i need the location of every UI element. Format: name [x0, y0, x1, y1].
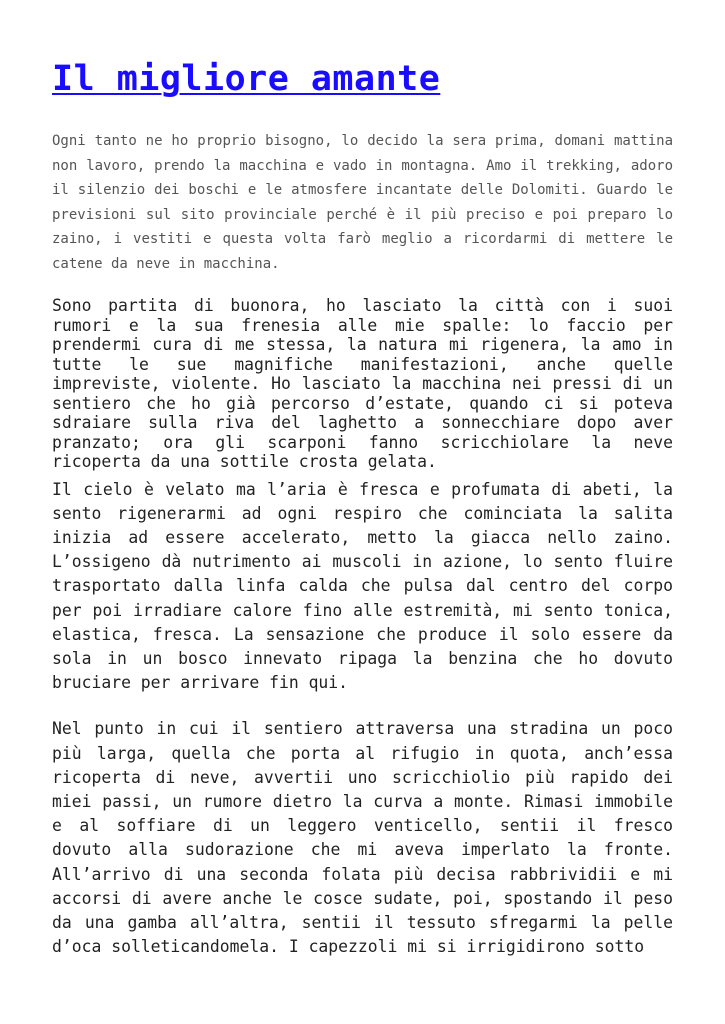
- article-excerpt: Ogni tanto ne ho proprio bisogno, lo decido la sera prima, domani mattina non lavoro, prendo la macchina e vado in montagna. Amo il trekking, adoro il silenzio dei boschi e le atmosfere incantate delle Dolomiti. Guardo le previsioni sul sito provinciale perché è il più preciso e poi preparo lo zaino, i vestiti e questa volta farò meglio a ricordarmi di mettere le catene da neve in macchina.: [52, 133, 673, 272]
- article-paragraph-3: Nel punto in cui il sentiero attraversa una stradina un poco più larga, quella che porta al rifugio in quota, anch’essa ricoperta di neve, avvertii uno scricchiolio più rapido dei miei passi, un rumore dietro la curva a monte. Rimasi immobile e al soffiare di un leggero venticello, sentii il fresco dovuto alla sudorazione che mi aveva imperlato la fronte. All’arrivo di una seconda folata più decisa rabbrividii e mi accorsi di avere anche le cosce sudate, poi, spostando il peso da una gamba all’altra, sentii il tessuto sfregarmi la pelle d’oca solleticandomela. I capezzoli mi si irrigidirono sotto: [52, 719, 673, 957]
- article-title-link[interactable]: Il migliore amante: [52, 59, 441, 99]
- page-title: [52, 0, 673, 100]
- article-paragraph-1: Sono partita di buonora, ho lasciato la città con i suoi rumori e la sua frenesia alle mie spalle: lo faccio per prendermi cura di me stessa, la natura mi rigenera, la amo in tutte le sue magnifiche manifestazioni, anche quelle impreviste, violente. Ho lasciato la macchina nei pressi di un sentiero che ho già percorso d’estate, quando ci si poteva sdraiare sulla riva del laghetto a sonnecchiare dopo aver pranzato; ora gli scarponi fanno scricchiolare la neve ricoperta da una sottile crosta gelata.: [52, 296, 673, 471]
- article-paragraph-2: Il cielo è velato ma l’aria è fresca e profumata di abeti, la sento rigenerarmi ad ogni respiro che cominciata la salita inizia ad essere accelerato, metto la giacca nello zaino. L’ossigeno dà nutrimento ai muscoli in azione, lo sento fluire trasportato dalla linfa calda che pulsa dal centro del corpo per poi irradiare calore fino alle estremità, mi sento tonica, elastica, fresca. La sensazione che produce il solo essere da sola in un bosco innevato ripaga la benzina che ho dovuto bruciare per arrivare fin qui.: [52, 479, 673, 693]
